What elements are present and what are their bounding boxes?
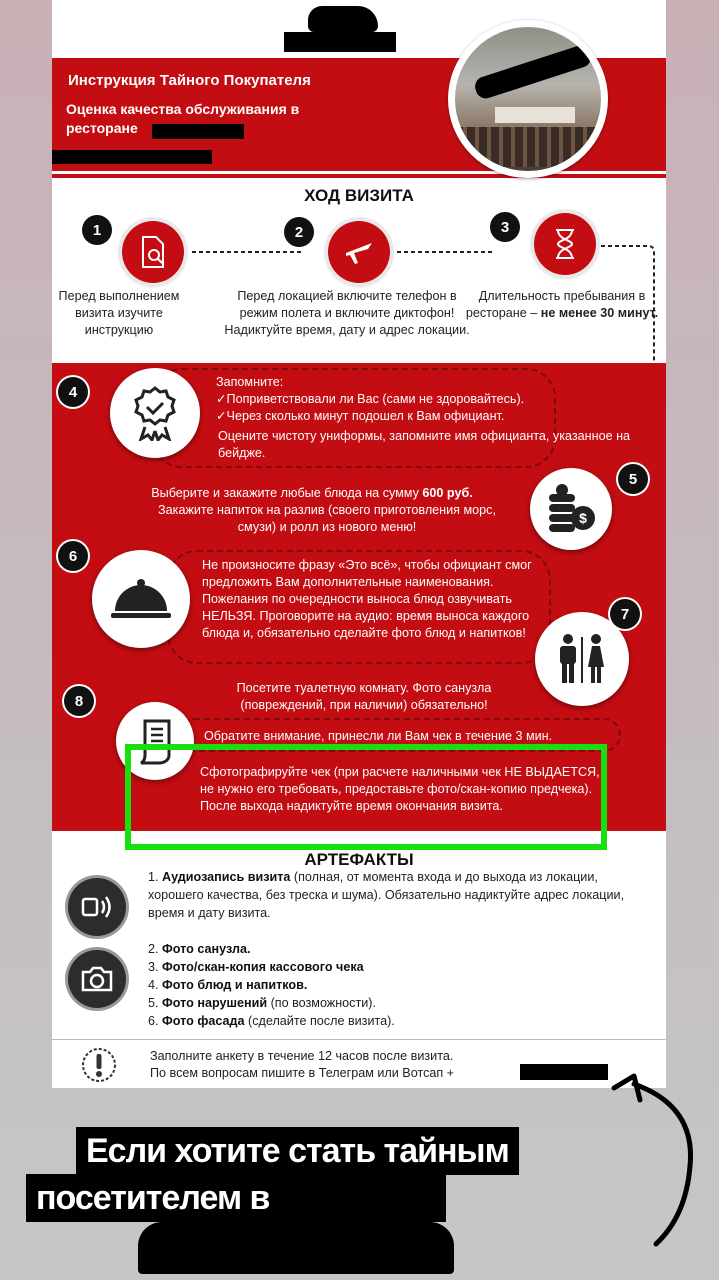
curved-arrow-icon — [604, 1066, 704, 1266]
step4-line3: ✓Через сколько минут подошел к Вам официант. — [216, 409, 505, 423]
artifact-item-1 — [148, 868, 648, 922]
artifact-item-3-num: 3. — [148, 960, 159, 974]
step1-number: 1 — [82, 215, 112, 245]
artifact-item-1-num: 1. — [148, 870, 159, 884]
artifact-item-5-num: 5. — [148, 996, 159, 1010]
artifact-item-4-num: 4. — [148, 978, 159, 992]
speaker-icon — [80, 892, 114, 922]
artifact-item-4 — [148, 976, 648, 994]
exclamation-icon — [80, 1046, 118, 1084]
artifact-item-2-num: 2. — [148, 942, 159, 956]
step1-text: Перед выполнением визита изучите инструкцию — [58, 289, 180, 337]
step4-line2: ✓Поприветствовали ли Вас (сами не здоровайтесь). — [216, 392, 525, 406]
artifact-item-1-bold: Аудиозапись визита — [162, 870, 291, 884]
step5-amount: 600 руб. — [422, 486, 473, 500]
artifact-item-5-bold: Фото нарушений — [162, 996, 268, 1010]
step3-text — [462, 288, 662, 322]
step8-number: 8 — [64, 686, 94, 716]
hourglass-icon — [553, 228, 577, 260]
header-title: Инструкция Тайного Покупателя — [68, 72, 311, 89]
header-subtitle: Оценка качества обслуживания в ресторане — [66, 101, 300, 136]
restroom-icon — [554, 633, 610, 685]
artifacts-section-title: АРТЕФАКТЫ — [304, 850, 414, 869]
step4-line4: Оцените чистоту униформы, запомните имя официанта, указанное на бейдже. — [218, 429, 631, 460]
svg-text:$: $ — [579, 510, 587, 526]
footer-divider — [52, 1039, 666, 1040]
camera-icon-circle — [68, 950, 126, 1008]
instruction-sheet — [52, 0, 666, 1088]
step2-icon-circle — [328, 221, 390, 283]
artifact-item-4-bold: Фото блюд и напитков. — [162, 978, 308, 992]
step8-line1: Обратите внимание, принесли ли Вам чек в течение 3 мин. — [204, 729, 553, 743]
award-badge-icon — [131, 385, 179, 441]
artifact-item-5-rest: (по возможности). — [270, 996, 376, 1010]
step7-icon-circle — [535, 612, 629, 706]
step1-icon-circle — [122, 221, 184, 283]
artifact-item-6-num: 6. — [148, 1014, 159, 1028]
step7-number: 7 — [610, 599, 640, 629]
step3-icon-circle — [534, 213, 596, 275]
step7-text: Посетите туалетную комнату. Фото санузла (повреждений, при наличии) обязательно! — [236, 681, 492, 712]
step8-line2: Сфотографируйте чек (при расчете наличными чек НЕ ВЫДАЕТСЯ, не нужно его требовать, предоставьте фото/скан-копию предчека). После выхода надиктуйте время окончания визита. — [200, 765, 600, 813]
footer-line1: Заполните анкету в течение 12 часов после визита. — [150, 1049, 454, 1063]
artifact-item-6 — [148, 1012, 648, 1030]
artifact-item-6-rest: (сделайте после визита). — [248, 1014, 395, 1028]
footer-line2: По всем вопросам пишите в Телеграм или Вотсап + — [150, 1066, 455, 1080]
airplane-icon — [342, 235, 376, 269]
step6-number: 6 — [58, 541, 88, 571]
artifact-item-3-bold: Фото/скан-копия кассового чека — [162, 960, 364, 974]
cloche-icon — [109, 577, 173, 621]
artifact-item-1-rest: (полная, от момента входа и до выхода из локации, хорошего качества, без треска и шума). Обязательно надиктуйте адрес локации, время и дату визита. — [148, 870, 625, 920]
step4-line1: Запомните: — [216, 375, 284, 389]
step3-number: 3 — [490, 212, 520, 242]
redaction-overlay — [138, 1222, 454, 1274]
highlight-box — [125, 744, 607, 850]
audio-icon-circle — [68, 878, 126, 936]
camera-icon — [80, 965, 114, 993]
step2-text: Перед локацией включите телефон в режим полета и включите диктофон! Надиктуйте время, дату и адрес локации. — [224, 289, 470, 337]
overlay-line2 — [26, 1174, 446, 1222]
step5-number: 5 — [618, 464, 648, 494]
visit-section-title: ХОД ВИЗИТА — [304, 186, 414, 205]
artifact-item-5 — [148, 994, 648, 1012]
step6-text: Не произносите фразу «Это всё», чтобы официант смог предложить Вам дополнительные наименования. Пожелания по очередности выноса блюд озвучивать НЕЛЬЗЯ. Проговорите на аудио: время выноса каждого блюда и, обязательно сделайте фото блюд и напитков! — [202, 558, 532, 640]
redaction-phone — [520, 1064, 608, 1080]
step4-icon-circle — [110, 368, 200, 458]
step5-line2: Закажите напиток на разлив (своего приготовления морс, смузи) и ролл из нового меню! — [158, 503, 496, 534]
overlay-line1: Если хотите стать тайным — [76, 1127, 519, 1175]
artifact-item-2-bold: Фото санузла. — [162, 942, 251, 956]
document-search-icon — [138, 235, 168, 269]
artifact-item-2 — [148, 940, 648, 958]
step5-line1-text: Выберите и закажите любые блюда на сумму — [151, 486, 419, 500]
step3-text-a: Длительность пребывания в ресторане – — [465, 289, 646, 320]
coins-icon — [545, 484, 597, 534]
step5-line1 — [112, 485, 512, 502]
step3-text-b: не менее 30 минут. — [540, 306, 659, 320]
overlay-line2-text: посетителем в — [36, 1179, 270, 1217]
step4-number: 4 — [58, 377, 88, 407]
artifact-item-6-bold: Фото фасада — [162, 1014, 245, 1028]
step6-icon-circle — [92, 550, 190, 648]
step5-icon-circle — [530, 468, 612, 550]
step2-number: 2 — [284, 217, 314, 247]
artifact-item-3 — [148, 958, 648, 976]
